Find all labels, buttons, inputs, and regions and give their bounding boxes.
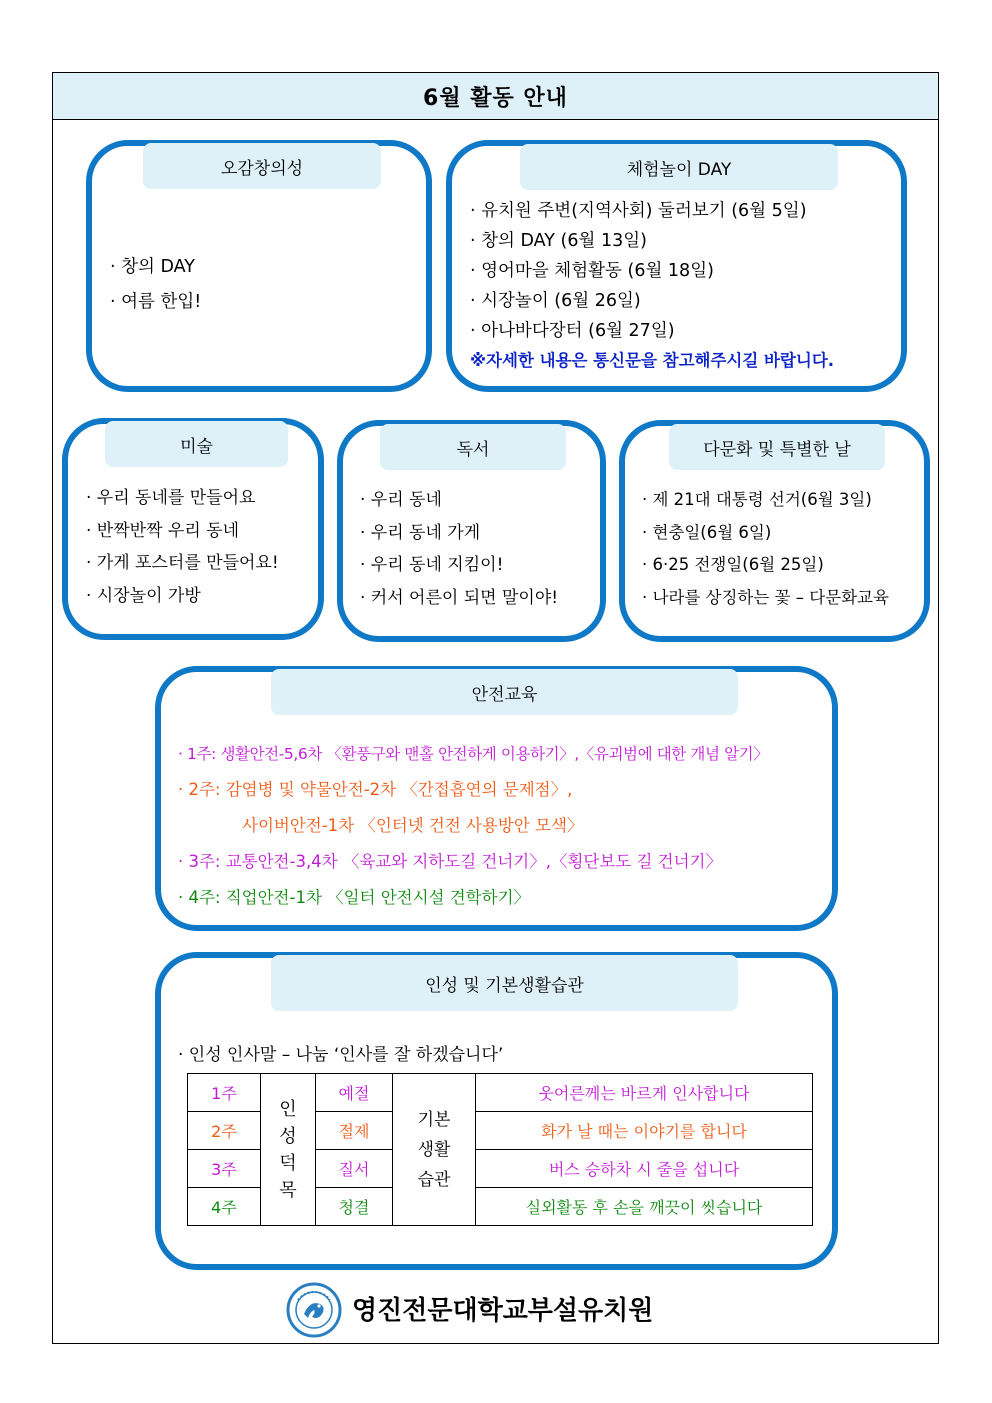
reading-heading: 독서 — [380, 424, 566, 470]
multicultural-heading: 다문화 및 특별한 날 — [669, 424, 885, 470]
habit-cell: 화가 날 때는 이야기를 합니다 — [476, 1112, 813, 1150]
list-item: · 6·25 전쟁일(6월 25일) — [642, 555, 824, 574]
safety-week2-cont: 사이버안전-1차 〈인터넷 건전 사용방안 모색〉 — [242, 816, 584, 835]
week-cell: 3주 — [188, 1150, 261, 1188]
list-item: · 나라를 상징하는 꽃 – 다문화교육 — [642, 587, 889, 607]
school-name: 영진전문대학교부설유치원 — [352, 1296, 654, 1326]
art-heading: 미술 — [105, 421, 288, 467]
list-item: · 우리 동네 지킴이! — [360, 555, 504, 575]
habit-cell: 실외활동 후 손을 깨끗이 씻습니다 — [476, 1188, 813, 1226]
virtue-cell: 예절 — [316, 1074, 393, 1112]
art-list — [86, 482, 279, 612]
week-cell: 2주 — [188, 1112, 261, 1150]
senses-list — [110, 250, 201, 320]
safety-week3: · 3주: 교통안전-3,4차 〈육교와 지하도길 건너기〉,〈횡단보도 길 건너기〉 — [178, 852, 722, 871]
list-item: · 아나바다장터 (6월 27일) — [470, 321, 675, 341]
habit-cell: 웃어른께는 바르게 인사합니다 — [476, 1074, 813, 1112]
list-item: · 여름 한입! — [110, 292, 202, 312]
list-item: · 시장놀이 (6월 26일) — [470, 291, 641, 311]
habit-cell: 버스 승하차 시 줄을 섭니다 — [476, 1150, 813, 1188]
safety-week1: · 1주: 생활안전-5,6차 〈환풍구와 맨홀 안전하게 이용하기〉,〈유괴범에 대한 개념 알기〉 — [178, 745, 769, 763]
week-cell: 1주 — [188, 1074, 261, 1112]
virtue-cell: 질서 — [316, 1150, 393, 1188]
virtue-label: 인 성 덕 목 — [261, 1074, 316, 1226]
senses-heading: 오감창의성 — [143, 143, 381, 189]
list-item: · 유치원 주변(지역사회) 둘러보기 (6월 5일) — [470, 201, 807, 221]
multicultural-list — [642, 484, 889, 614]
safety-week2: · 2주: 감염병 및 약물안전-2차 〈간접흡연의 문제점〉, — [178, 780, 573, 799]
list-item: · 반짝반짝 우리 동네 — [86, 520, 239, 541]
list-item: · 우리 동네를 만들어요 — [86, 488, 256, 508]
safety-list — [178, 736, 768, 916]
list-item: · 가게 포스터를 만들어요! — [86, 553, 279, 573]
safety-heading: 안전교육 — [271, 669, 738, 715]
list-item: · 창의 DAY — [110, 257, 195, 277]
virtue-cell: 청결 — [316, 1188, 393, 1226]
experience-note: ※자세한 내용은 통신문을 참고해주시길 바랍니다. — [470, 351, 835, 370]
list-item: · 영어마을 체험활동 (6월 18일) — [470, 261, 714, 281]
experience-list — [470, 196, 834, 376]
list-item: · 우리 동네 — [360, 490, 442, 510]
character-intro: · 인성 인사말 – 나눔 ‘인사를 잘 하겠습니다’ — [178, 1045, 504, 1065]
habit-label: 기본 생활 습관 — [393, 1074, 476, 1226]
list-item: · 제 21대 대통령 선거(6월 3일) — [642, 490, 872, 509]
week-cell: 4주 — [188, 1188, 261, 1226]
list-item: · 커서 어른이 되면 말이야! — [360, 587, 559, 608]
character-heading: 인성 및 기본생활습관 — [271, 955, 738, 1011]
list-item: · 시장놀이 가방 — [86, 585, 201, 606]
virtue-cell: 절제 — [316, 1112, 393, 1150]
list-item: · 창의 DAY (6월 13일) — [470, 231, 647, 251]
table-row — [188, 1074, 813, 1112]
list-item: · 현충일(6월 6일) — [642, 522, 772, 542]
list-item: · 우리 동네 가게 — [360, 522, 481, 543]
habit-table — [187, 1073, 813, 1226]
reading-list — [360, 484, 558, 614]
school-logo-icon — [286, 1282, 342, 1338]
page-title: 6월 활동 안내 — [53, 73, 938, 120]
experience-heading: 체험놀이 DAY — [520, 144, 838, 190]
safety-week4: · 4주: 직업안전-1차 〈일터 안전시설 견학하기〉 — [178, 888, 531, 907]
